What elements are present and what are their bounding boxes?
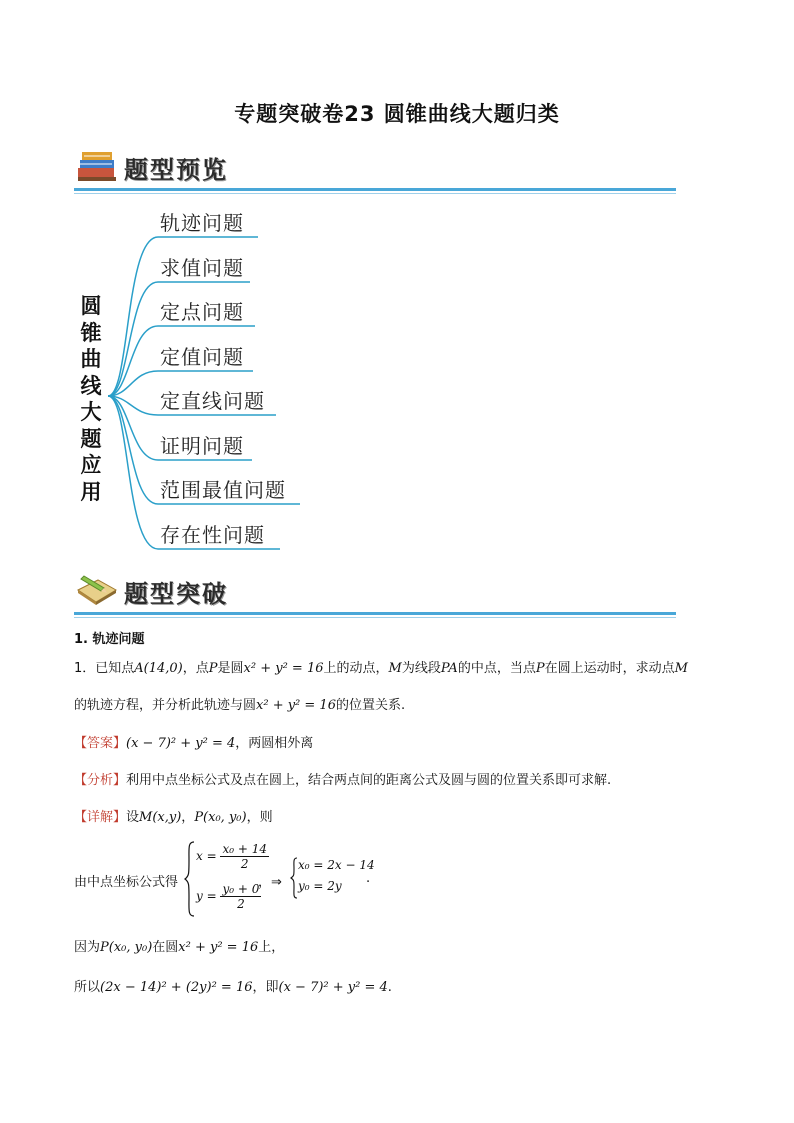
text: 在圆上运动时，求动点 xyxy=(544,661,675,676)
math-p: P xyxy=(208,661,218,676)
detail-tag: 【详解】 xyxy=(74,810,127,825)
system2-row-x: x₀ = 2x − 14 xyxy=(298,858,375,872)
problem-line-1 xyxy=(74,657,734,676)
math-circle: x² + y² = 16 xyxy=(256,698,336,713)
mindmap-branch: 定直线问题 xyxy=(160,389,265,413)
math-p: P(x₀, y₀) xyxy=(194,810,247,825)
text: 在圆 xyxy=(152,940,179,955)
text: 的轨迹方程，并分析此轨迹与圆 xyxy=(74,698,257,713)
root-char: 大 xyxy=(80,400,102,424)
math-eq: (x − 7)² + y² = 4 xyxy=(278,980,388,995)
document-title: 专题突破卷23 圆锥曲线大题归类 xyxy=(234,102,560,126)
mindmap-branch: 轨迹问题 xyxy=(160,211,244,235)
mindmap-branch: 求值问题 xyxy=(160,256,244,280)
text: 1．已知点 xyxy=(74,661,135,676)
math-m: M xyxy=(674,661,688,676)
text: ，即 xyxy=(252,980,279,995)
since-line xyxy=(74,936,284,955)
section-label: 题型突破 xyxy=(124,580,228,608)
root-char: 应 xyxy=(80,453,102,477)
answer-line xyxy=(74,732,313,751)
fraction xyxy=(220,842,269,871)
mindmap-branch: 定值问题 xyxy=(160,345,244,369)
math-p: P(x₀, y₀) xyxy=(100,940,153,955)
text: ， xyxy=(181,810,195,825)
detail-line xyxy=(74,806,273,825)
math-pa: PA xyxy=(440,661,458,676)
root-char: 曲 xyxy=(80,347,102,371)
analysis-line xyxy=(74,769,611,788)
text: 为线段 xyxy=(401,661,441,676)
system2-row-y: y₀ = 2y xyxy=(298,879,342,893)
text: 上， xyxy=(258,940,285,955)
text: 的中点，当点 xyxy=(457,661,536,676)
section-rule xyxy=(74,612,676,615)
period: . xyxy=(366,871,371,886)
system-row-x xyxy=(196,842,269,871)
section-rule-thin xyxy=(74,617,676,618)
root-char: 用 xyxy=(80,479,102,504)
subsection-heading: 1. 轨迹问题 xyxy=(74,632,145,647)
section-header-breakthrough xyxy=(74,568,674,612)
math-point-a: A(14,0) xyxy=(134,661,183,676)
section-label: 题型预览 xyxy=(124,156,228,184)
system-row-y xyxy=(196,882,261,911)
text: 设 xyxy=(126,810,140,825)
text: 所以 xyxy=(74,980,101,995)
text: ，两圆相外离 xyxy=(235,736,314,751)
text: . xyxy=(387,980,392,995)
text: 利用中点坐标公式及点在圆上，结合两点间的距离公式及圆与圆的位置关系即可求解. xyxy=(126,773,612,788)
text: 因为 xyxy=(74,940,101,955)
denominator: 2 xyxy=(237,897,245,911)
formula-intro: 由中点坐标公式得 xyxy=(74,875,179,890)
math-circle: x² + y² = 16 xyxy=(178,940,259,955)
numerator: x₀ + 14 xyxy=(222,842,267,856)
math-lhs: x = xyxy=(196,849,217,863)
root-char: 线 xyxy=(80,373,102,398)
left-brace xyxy=(290,857,298,899)
math-answer: (x − 7)² + y² = 4 xyxy=(126,736,236,751)
root-char: 圆 xyxy=(80,294,102,318)
mindmap-branch: 存在性问题 xyxy=(160,523,265,547)
section-header-preview xyxy=(74,144,674,188)
math-circle: x² + y² = 16 xyxy=(243,661,324,676)
left-brace xyxy=(184,840,196,918)
text: ，则 xyxy=(246,810,273,825)
books-icon xyxy=(74,146,120,184)
math-lhs: y = xyxy=(196,889,217,903)
text: 是圆 xyxy=(217,661,244,676)
denominator: 2 xyxy=(240,857,249,871)
mindmap-branch: 范围最值问题 xyxy=(160,478,286,502)
text: 的位置关系. xyxy=(335,698,406,713)
math-m: M(x,y) xyxy=(139,810,182,825)
fraction xyxy=(220,882,261,911)
implies: ，⇒ xyxy=(258,875,282,890)
numerator: y₀ + 0 xyxy=(222,882,260,896)
root-char: 锥 xyxy=(80,320,102,345)
math-eq: (2x − 14)² + (2y)² = 16 xyxy=(100,980,253,995)
text: 上的动点， xyxy=(323,661,389,676)
problem-line-2 xyxy=(74,694,405,713)
mindmap-branch: 证明问题 xyxy=(160,434,244,458)
math-p: P xyxy=(535,661,545,676)
analysis-tag: 【分析】 xyxy=(74,773,127,788)
mindmap-branch: 定点问题 xyxy=(160,300,244,324)
so-line xyxy=(74,976,392,995)
answer-tag: 【答案】 xyxy=(74,736,127,751)
text: ，点 xyxy=(182,661,209,676)
root-char: 题 xyxy=(80,426,102,451)
section-rule xyxy=(74,188,676,191)
math-m: M xyxy=(388,661,402,676)
section-rule-thin xyxy=(74,193,676,194)
pencil-book-icon xyxy=(74,570,120,608)
